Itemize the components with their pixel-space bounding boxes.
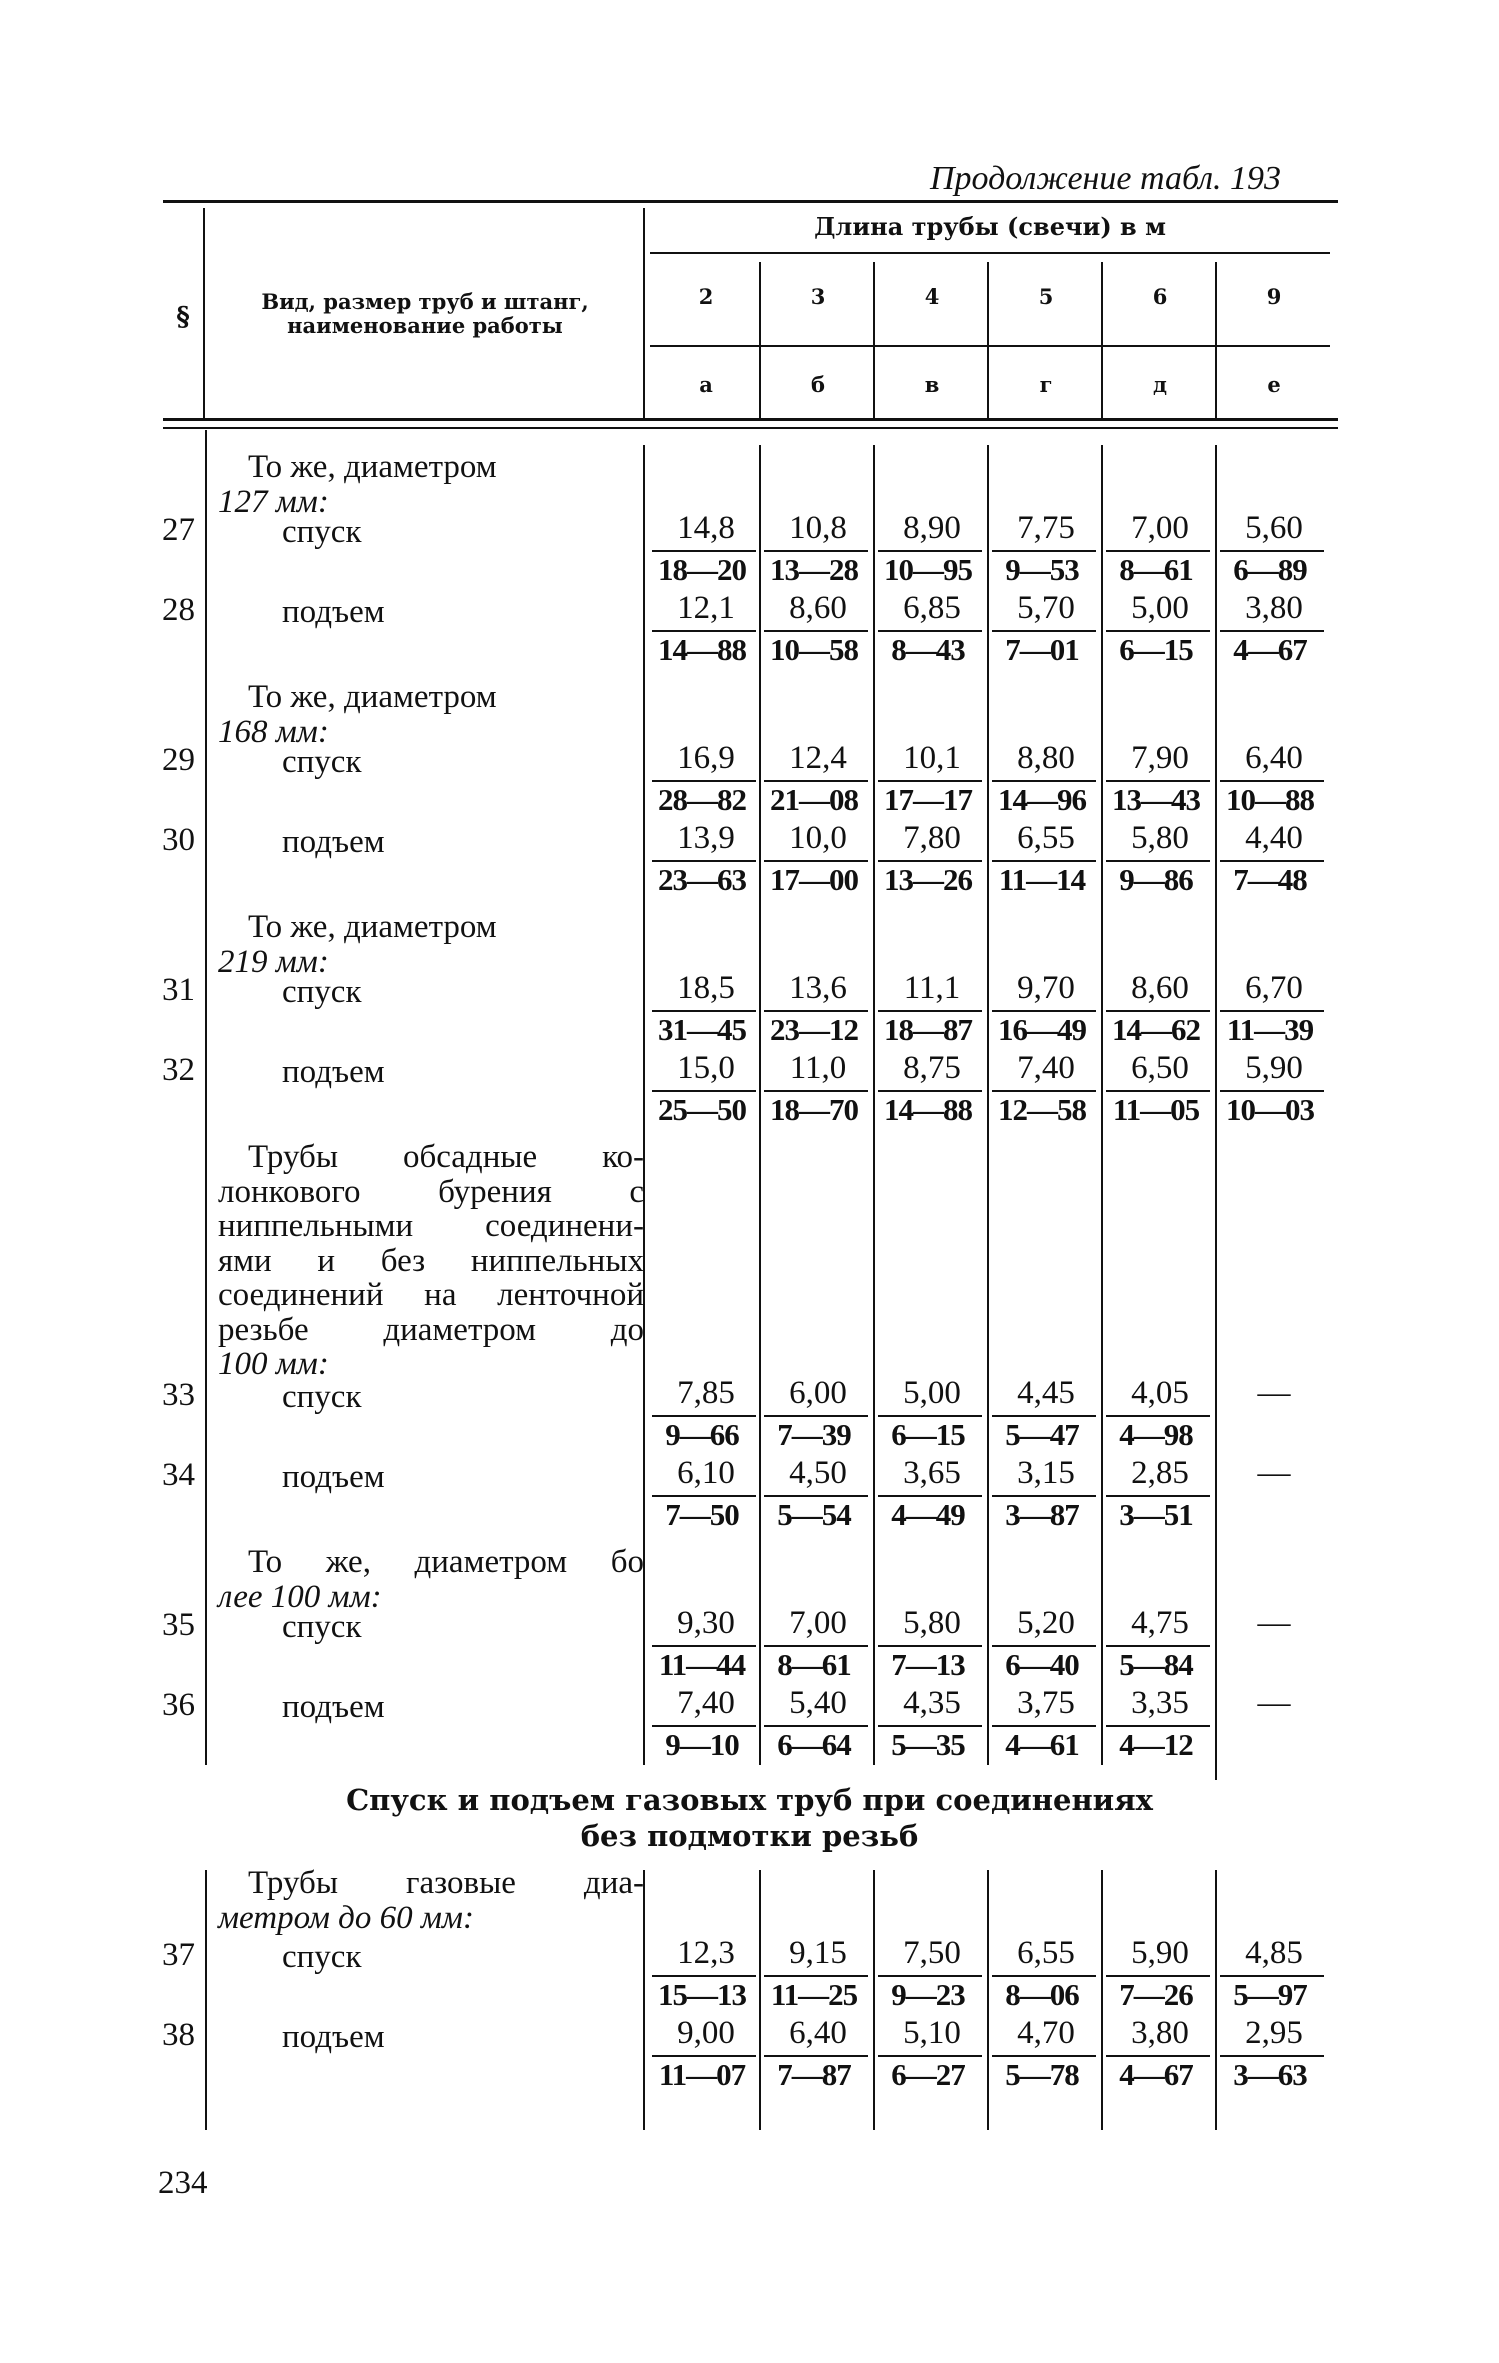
cell-price-value: 3—63 xyxy=(1233,2057,1307,2092)
header-length-0: 2 xyxy=(698,284,714,309)
cell-time-value: 7,00 xyxy=(1131,510,1189,546)
cell-price-value: 23—63 xyxy=(658,862,746,897)
row-number: 37 xyxy=(162,1937,195,1973)
cell-time-value: 5,40 xyxy=(789,1685,847,1721)
cell-price-value: 10—88 xyxy=(1226,782,1314,817)
cell-price-value: 13—26 xyxy=(884,862,972,897)
group-label-line: соединений на ленточной xyxy=(218,1277,644,1313)
header-col-divider xyxy=(873,262,875,418)
cell-time-value: 4,05 xyxy=(1131,1375,1189,1411)
cell-price-value: 9—53 xyxy=(1005,552,1079,587)
group-label-line: То же, диаметром бо xyxy=(248,1544,644,1580)
header-letter-2: в xyxy=(924,372,940,397)
cell-price-value: 6—15 xyxy=(1119,632,1193,667)
row-work-label: спуск xyxy=(282,974,362,1010)
cell-price-value: 31—45 xyxy=(658,1012,746,1047)
cell-time-value: 3,80 xyxy=(1131,2015,1189,2051)
page-number: 234 xyxy=(158,2165,208,2201)
row-work-label: спуск xyxy=(282,514,362,550)
cell-price-value: 3—87 xyxy=(1005,1497,1079,1532)
cell-price-value: 5—84 xyxy=(1119,1647,1193,1682)
cell-price-value: 7—50 xyxy=(665,1497,739,1532)
cell-time-value: 11,1 xyxy=(903,970,961,1006)
cell-time-value: 11,0 xyxy=(789,1050,847,1086)
cell-price-value: 5—35 xyxy=(891,1727,965,1762)
cell-price-value: 18—87 xyxy=(884,1012,972,1047)
header-col-divider xyxy=(759,262,761,418)
cell-time-value: 9,70 xyxy=(1017,970,1075,1006)
cell-price-value: 11—44 xyxy=(658,1647,746,1682)
cell-time-value: 7,75 xyxy=(1017,510,1075,546)
cell-time-value: 9,30 xyxy=(677,1605,735,1641)
cell-time-value: 10,1 xyxy=(903,740,961,776)
row-work-label: подъем xyxy=(282,1054,385,1090)
section-1-vline xyxy=(205,430,207,1765)
group-label-core xyxy=(218,1140,644,1382)
row-number: 34 xyxy=(162,1457,195,1493)
cell-time-value: 10,0 xyxy=(789,820,847,856)
cell-time-value: 5,00 xyxy=(903,1375,961,1411)
cell-price-value: 4—12 xyxy=(1119,1727,1193,1762)
cell-time-value: 3,80 xyxy=(1245,590,1303,626)
cell-time-value: 6,40 xyxy=(1245,740,1303,776)
cell-time-value: 4,35 xyxy=(903,1685,961,1721)
group-label-line: Трубы обсадные ко- xyxy=(248,1139,644,1175)
row-work-label: спуск xyxy=(282,744,362,780)
header-vline-2 xyxy=(643,208,645,418)
cell-time-value: 3,75 xyxy=(1017,1685,1075,1721)
group-label-line: 100 мм: xyxy=(218,1346,329,1382)
row-number: 33 xyxy=(162,1377,195,1413)
cell-price-value: 8—61 xyxy=(1119,552,1193,587)
cell-time-value: 12,4 xyxy=(789,740,847,776)
cell-time-value: 5,90 xyxy=(1131,1935,1189,1971)
cell-price-value: 8—06 xyxy=(1005,1977,1079,2012)
group-label-line: резьбе диаметром до xyxy=(218,1311,644,1348)
cell-time-value: 13,6 xyxy=(789,970,847,1006)
cell-time-value: 12,3 xyxy=(677,1935,735,1971)
cell-time-value: 6,00 xyxy=(789,1375,847,1411)
header-length-5: 9 xyxy=(1266,284,1282,309)
cell-time-value: 16,9 xyxy=(677,740,735,776)
cell-time-value: 6,10 xyxy=(677,1455,735,1491)
cell-price-value: 11—25 xyxy=(770,1977,858,2012)
header-col-divider xyxy=(1215,262,1217,418)
cell-price-value: 28—82 xyxy=(658,782,746,817)
cell-price-value: 6—40 xyxy=(1005,1647,1079,1682)
cell-price-value: 7—87 xyxy=(777,2057,851,2092)
cell-time-value: — xyxy=(1257,1685,1291,1721)
cell-time-value: 8,80 xyxy=(1017,740,1075,776)
group-label-line: 168 мм: xyxy=(218,713,329,750)
cell-price-value: 21—08 xyxy=(770,782,858,817)
header-bottom-rule xyxy=(163,418,1338,421)
cell-price-value: 7—39 xyxy=(777,1417,851,1452)
row-work-label: спуск xyxy=(282,1609,362,1645)
header-col-divider xyxy=(987,262,989,418)
cell-time-value: 8,90 xyxy=(903,510,961,546)
row-number: 27 xyxy=(162,512,195,548)
cell-time-value: 6,70 xyxy=(1245,970,1303,1006)
cell-price-value: 6—89 xyxy=(1233,552,1307,587)
group-label-168 xyxy=(218,680,644,749)
cell-time-value: 9,00 xyxy=(677,2015,735,2051)
cell-price-value: 11—39 xyxy=(1226,1012,1314,1047)
header-length-1: 3 xyxy=(810,284,826,309)
header-description: Вид, размер труб и штанг, наименование работы xyxy=(261,289,589,338)
cell-price-value: 7—01 xyxy=(1005,632,1079,667)
cell-time-value: 12,1 xyxy=(677,590,735,626)
cell-price-value: 14—96 xyxy=(998,782,1086,817)
cell-price-value: 9—10 xyxy=(665,1727,739,1762)
group-label-line: ниппельными соединени- xyxy=(218,1208,644,1244)
cell-price-value: 15—13 xyxy=(658,1977,746,2012)
header-letter-5: е xyxy=(1267,372,1281,397)
cell-time-value: 7,85 xyxy=(677,1375,735,1411)
cell-price-value: 12—58 xyxy=(998,1092,1086,1127)
cell-time-value: 4,70 xyxy=(1017,2015,1075,2051)
cell-time-value: 7,00 xyxy=(789,1605,847,1641)
header-letter-4: д xyxy=(1153,372,1167,397)
cell-time-value: 10,8 xyxy=(789,510,847,546)
cell-time-value: 8,75 xyxy=(903,1050,961,1086)
row-work-label: подъем xyxy=(282,2019,385,2055)
cell-price-value: 8—61 xyxy=(777,1647,851,1682)
header-top-rule xyxy=(163,200,1338,203)
group-label-100plus xyxy=(218,1545,644,1614)
row-number: 38 xyxy=(162,2017,195,2053)
cell-price-value: 14—88 xyxy=(658,632,746,667)
group-label-line: 219 мм: xyxy=(218,943,329,980)
group-label-line: Трубы газовые диа- xyxy=(248,1865,644,1901)
header-section-sign: § xyxy=(176,302,190,332)
cell-time-value: 7,40 xyxy=(677,1685,735,1721)
cell-time-value: 13,9 xyxy=(677,820,735,856)
cell-time-value: — xyxy=(1257,1375,1291,1411)
header-letter-3: г xyxy=(1039,372,1053,397)
row-number: 29 xyxy=(162,742,195,778)
header-length-2: 4 xyxy=(924,284,940,309)
row-work-label: подъем xyxy=(282,824,385,860)
cell-time-value: 2,85 xyxy=(1131,1455,1189,1491)
cell-price-value: 10—03 xyxy=(1226,1092,1314,1127)
header-letter-0: а xyxy=(699,372,713,397)
cell-price-value: 6—15 xyxy=(891,1417,965,1452)
cell-time-value: 2,95 xyxy=(1245,2015,1303,2051)
row-number: 28 xyxy=(162,592,195,628)
group-label-line: метром до 60 мм: xyxy=(218,1899,474,1936)
cell-time-value: 4,75 xyxy=(1131,1605,1189,1641)
cell-price-value: 7—26 xyxy=(1119,1977,1193,2012)
cell-price-value: 6—64 xyxy=(777,1727,851,1762)
cell-price-value: 10—95 xyxy=(884,552,972,587)
cell-price-value: 6—27 xyxy=(891,2057,965,2092)
cell-price-value: 7—13 xyxy=(891,1647,965,1682)
cell-price-value: 4—98 xyxy=(1119,1417,1193,1452)
cell-time-value: 5,80 xyxy=(1131,820,1189,856)
cell-time-value: 5,60 xyxy=(1245,510,1303,546)
cell-price-value: 4—49 xyxy=(891,1497,965,1532)
table-caption: Продолжение табл. 193 xyxy=(930,160,1282,197)
cell-time-value: 5,00 xyxy=(1131,590,1189,626)
cell-time-value: 7,40 xyxy=(1017,1050,1075,1086)
cell-price-value: 10—58 xyxy=(770,632,858,667)
cell-time-value: 5,80 xyxy=(903,1605,961,1641)
header-length-3: 5 xyxy=(1038,284,1054,309)
cell-time-value: 8,60 xyxy=(789,590,847,626)
cell-price-value: 17—17 xyxy=(884,782,972,817)
header-length-group: Длина трубы (свечи) в м xyxy=(814,212,1166,241)
group-label-gas xyxy=(218,1866,644,1935)
cell-time-value: 6,55 xyxy=(1017,1935,1075,1971)
cell-time-value: 4,45 xyxy=(1017,1375,1075,1411)
row-number: 35 xyxy=(162,1607,195,1643)
header-group-underline xyxy=(650,252,1330,254)
cell-time-value: 3,15 xyxy=(1017,1455,1075,1491)
cell-time-value: 4,50 xyxy=(789,1455,847,1491)
cell-price-value: 18—20 xyxy=(658,552,746,587)
row-work-label: подъем xyxy=(282,1689,385,1725)
cell-price-value: 9—86 xyxy=(1119,862,1193,897)
cell-time-value: 4,40 xyxy=(1245,820,1303,856)
row-work-label: спуск xyxy=(282,1939,362,1975)
row-number: 36 xyxy=(162,1687,195,1723)
cell-time-value: 5,70 xyxy=(1017,590,1075,626)
cell-time-value: 7,80 xyxy=(903,820,961,856)
cell-price-value: 14—88 xyxy=(884,1092,972,1127)
group-label-line: То же, диаметром xyxy=(248,449,497,485)
cell-price-value: 4—67 xyxy=(1119,2057,1193,2092)
cell-time-value: 7,50 xyxy=(903,1935,961,1971)
cell-price-value: 14—62 xyxy=(1112,1012,1200,1047)
cell-price-value: 23—12 xyxy=(770,1012,858,1047)
group-label-127 xyxy=(218,450,644,519)
cell-time-value: — xyxy=(1257,1605,1291,1641)
cell-time-value: 7,90 xyxy=(1131,740,1189,776)
cell-price-value: 7—48 xyxy=(1233,862,1307,897)
cell-price-value: 5—54 xyxy=(777,1497,851,1532)
cell-price-value: 18—70 xyxy=(770,1092,858,1127)
cell-price-value: 11—14 xyxy=(998,862,1086,897)
cell-price-value: 11—07 xyxy=(658,2057,746,2092)
section-2-vline xyxy=(205,1870,207,2130)
header-vline-1 xyxy=(203,208,205,418)
cell-price-value: 5—78 xyxy=(1005,2057,1079,2092)
cell-price-value: 11—05 xyxy=(1112,1092,1200,1127)
group-label-line: То же, диаметром xyxy=(248,679,497,715)
cell-time-value: — xyxy=(1257,1455,1291,1491)
body-top-rule xyxy=(163,427,1338,429)
cell-price-value: 4—61 xyxy=(1005,1727,1079,1762)
header-length-4: 6 xyxy=(1152,284,1168,309)
cell-time-value: 6,40 xyxy=(789,2015,847,2051)
group-label-line: ями и без ниппельных xyxy=(218,1242,644,1279)
subtitle-line: Спуск и подъем газовых труб при соединениях xyxy=(346,1783,1153,1817)
cell-price-value: 13—43 xyxy=(1112,782,1200,817)
subtitle-line: без подмотки резьб xyxy=(580,1819,919,1853)
group-label-line: 127 мм: xyxy=(218,483,329,520)
group-label-line: лее 100 мм: xyxy=(218,1578,382,1615)
cell-time-value: 5,90 xyxy=(1245,1050,1303,1086)
cell-price-value: 5—47 xyxy=(1005,1417,1079,1452)
row-work-label: спуск xyxy=(282,1379,362,1415)
cell-time-value: 3,35 xyxy=(1131,1685,1189,1721)
cell-time-value: 18,5 xyxy=(677,970,735,1006)
cell-time-value: 6,85 xyxy=(903,590,961,626)
group-label-line: лонкового бурения с xyxy=(218,1173,644,1210)
cell-time-value: 3,65 xyxy=(903,1455,961,1491)
cell-price-value: 17—00 xyxy=(770,862,858,897)
cell-price-value: 8—43 xyxy=(891,632,965,667)
cell-price-value: 4—67 xyxy=(1233,632,1307,667)
cell-time-value: 15,0 xyxy=(677,1050,735,1086)
cell-time-value: 6,50 xyxy=(1131,1050,1189,1086)
row-number: 31 xyxy=(162,972,195,1008)
header-col-divider xyxy=(1101,262,1103,418)
row-work-label: подъем xyxy=(282,594,385,630)
row-number: 30 xyxy=(162,822,195,858)
group-label-219 xyxy=(218,910,644,979)
cell-price-value: 9—66 xyxy=(665,1417,739,1452)
cell-time-value: 9,15 xyxy=(789,1935,847,1971)
cell-price-value: 5—97 xyxy=(1233,1977,1307,2012)
cell-time-value: 5,20 xyxy=(1017,1605,1075,1641)
header-letter-1: б xyxy=(810,372,825,397)
row-number: 32 xyxy=(162,1052,195,1088)
group-label-line: То же, диаметром xyxy=(248,909,497,945)
cell-price-value: 25—50 xyxy=(658,1092,746,1127)
row-work-label: подъем xyxy=(282,1459,385,1495)
cell-price-value: 16—49 xyxy=(998,1012,1086,1047)
cell-time-value: 14,8 xyxy=(677,510,735,546)
cell-time-value: 4,85 xyxy=(1245,1935,1303,1971)
cell-price-value: 9—23 xyxy=(891,1977,965,2012)
section-subtitle xyxy=(0,1782,1499,1854)
cell-price-value: 3—51 xyxy=(1119,1497,1193,1532)
cell-time-value: 8,60 xyxy=(1131,970,1189,1006)
cell-time-value: 5,10 xyxy=(903,2015,961,2051)
header-letters-underline xyxy=(650,345,1330,347)
cell-price-value: 13—28 xyxy=(770,552,858,587)
cell-time-value: 6,55 xyxy=(1017,820,1075,856)
